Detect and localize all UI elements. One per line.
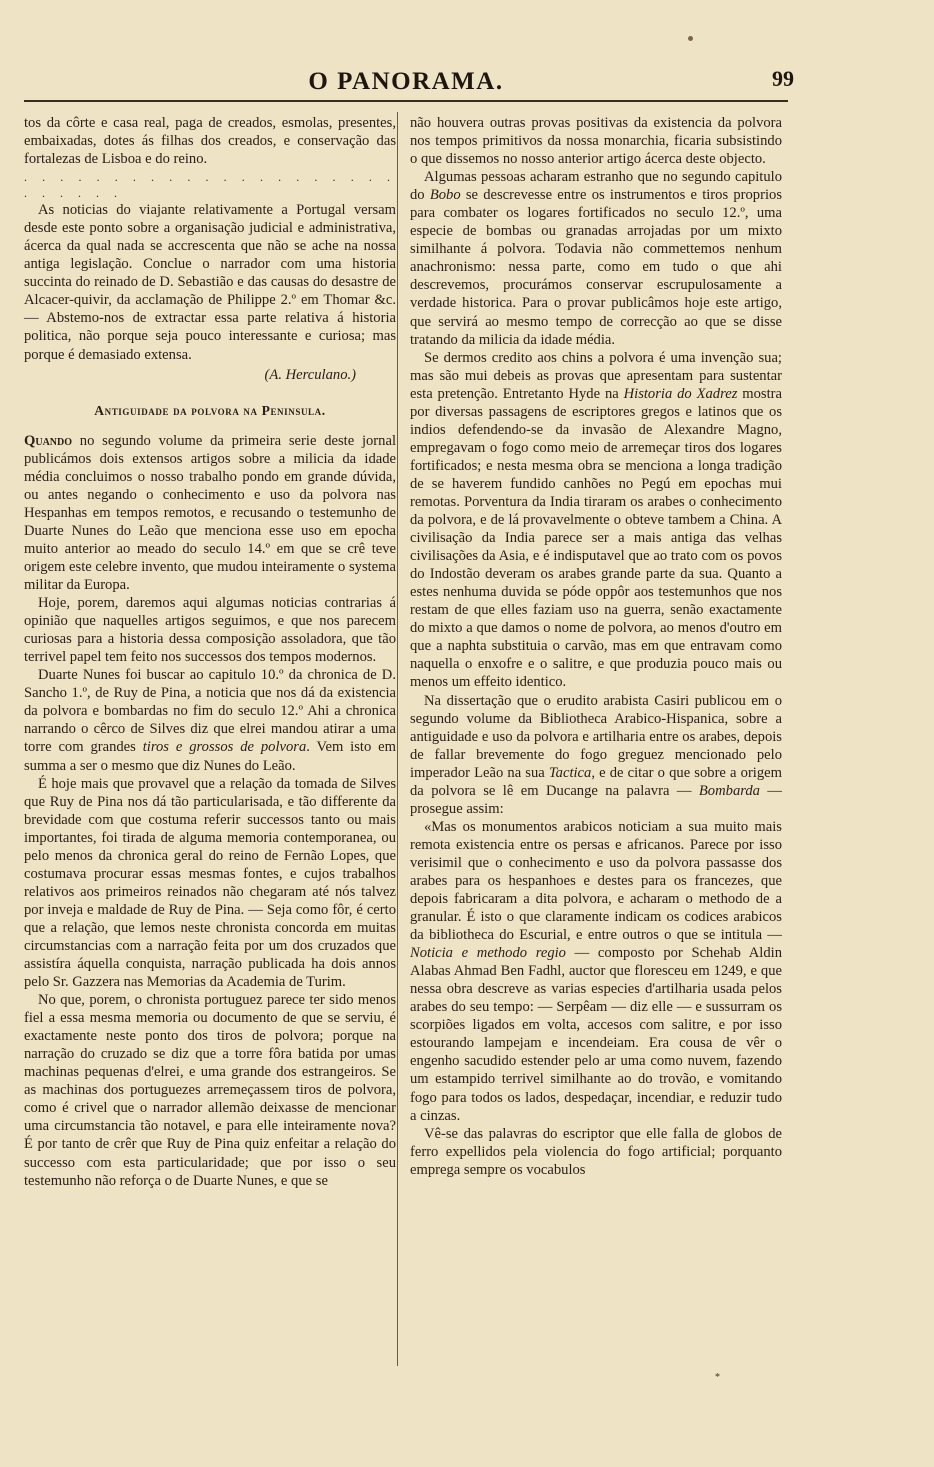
paragraph [410,692,782,818]
article-title: Antiguidade da polvora na Peninsula. [94,402,326,418]
paragraph-text: se descrevesse entre os instrumentos e tiros proprios para combater os logares fortificados no seculo 12.º, uma especie de bombas ou granadas arrojadas por um mixto similhante á polvora. Todavia não commettemos nenhum anachronismo: nessa parte, como em tudo o que ahi descrevemos, procurámos conservar escrupulosamente a verdade historica. Para o provar publicâmos hoje este artigo, que servirá ao mesmo tempo de correcção ao que se disse tratando da milicia da idade média. [410,187,782,348]
newspaper-title: O PANORAMA. [308,68,504,95]
left-column [24,114,396,1190]
italic-title: Tactica [548,764,592,781]
paragraph [410,168,782,348]
ink-dot [688,36,693,41]
ellipsis-dots: . . . . . . . . . . . . . . . . . . . . . . . . . . . [24,170,396,201]
italic-title: Noticia e methodo regio [410,945,566,962]
paragraph-text: . Vem isto em summa a ser o mesmo que diz Nunes do Leão. [24,739,396,774]
paragraph-text: — composto por Schehab Aldin Alabas Ahmad Ben Fadhl, auctor que floresceu em 1249, e que nessa obra descreve as varias especies d'artilharia usada pelos arabes do seu tempo: — Serpêam — diz elle — e sussurram os scorpiões ligados em volta, accesos com salitre, e por isso estourando lampejam e incendeiam. Era cousa de vêr o engenho sacudido estender pelo ar uma como nuvem, fazendo um estampido terrivel similhante ao do trovão, e vomitando fogo para todos os lados, despedaçar, incendiar, e reduzir tudo a cinzas. [410,945,782,1124]
paragraph: não houvera outras provas positivas da existencia da polvora nos tempos primitivos da nossa monarchia, ficaria subsistindo o que dissemos no nosso anterior artigo ácerca deste objecto. [410,115,782,168]
paragraph-text: Algumas pessoas acharam estranho que no segundo capitulo do [410,169,782,204]
paragraph: tos da côrte e casa real, paga de creados, esmolas, presentes, embaixadas, dotes ás filhas dos creados, e conservação das fortalezas de Lisboa e do reino. [24,115,396,168]
italic-title: Bobo [429,187,461,204]
footer-mark: * [715,1372,720,1383]
right-column [410,114,782,1179]
paragraph [24,432,396,594]
italic-word: Bombarda [698,782,760,799]
paragraph: Hoje, porem, daremos aqui algumas noticias contrarias á opinião que naquelles artigos seguimos, e que nos parecem curiosas para a historia dessa composição assoladora, que tão terrivel papel tem feito nos successos dos tempos modernos. [24,595,396,666]
column-divider [397,112,398,1366]
paragraph [410,349,782,692]
paragraph-text: Duarte Nunes foi buscar ao capitulo 10.º da chronica de D. Sancho 1.º, de Ruy de Pina, a noticia que nos dá da existencia da polvora e bombardas no fim do seculo 12.º Ahi a chronica narrando o cêrco de Silves diz que elrei mandou atirar a uma torre com grandes [24,667,396,756]
paragraph-text: no segundo volume da primeira serie deste jornal publicámos dois extensos artigos sobre a milicia da idade média concluimos o nosso trabalho pondo em grande dúvida, ou antes negando o conhecimento e uso da polvora nas Hespanhas em tempos remotos, e recusando o testemunho de Duarte Nunes do Leão que menciona esse uso em epocha muito anterior ao meado do seculo 14.º em que se crê teve origem este celebre invento, que mudou inteiramente o systema militar da Europa. [24,432,396,594]
paragraph-text: — prosegue assim: [410,782,782,817]
paragraph [410,818,782,1125]
page-number: 99 [772,66,794,91]
header-rule [24,100,788,102]
paragraph: Vê-se das palavras do escriptor que elle falla de globos de ferro expellidos pela violencia do fogo artificial; porquanto emprega sempre os vocabulos [410,1125,782,1178]
italic-quote: tiros e grossos de polvora [142,739,307,756]
paragraph: As noticias do viajante relativamente a Portugal versam desde este ponto sobre a organisação judicial e administrativa, ácerca da qual nada se accrescenta que não se ache na nossa antiga legislação. Conclue o narrador com uma historia succinta do reinado de D. Sebastião e das causas do desastre de Alcacer-quivir, da acclamação de Philippe 2.º em Thomar &c. — Abstemo-nos de extractar essa parte relativa á historia politica, não porque seja pouco interessante e curiosa; mas porque é demasiado extensa. [24,202,396,363]
paragraph-text: mostra por diversas passagens de escriptores gregos e latinos que os indios defendendo-se da invasão de Alexandre Magno, empregavam o fogo como meio de arremeçar tiros dos logares fortificados; e nesta mesma obra se menciona a longa tradição de se haverem fundido canhões no Pegú em epochas mui remotas. Porventura da India tiraram os arabes o conhecimento da polvora, e de lá provavelmente o obteve tambem a China. A civilisação da India parece ser a mais antiga das velhas civilisações da Asia, e é indisputavel que ao trato com os povos do Indostão deveram os arabes grande parte da sua. Quanto a estes nenhuma duvida se póde oppôr aos testemunhos que nos restam de que elles faziam uso na guerra, senão exactamente do mixto a que damos o nome de polvora, ao menos d'outro em que a naphta substituia o carvão, mas em que entravam como naquella o enxofre e o salitre, e que produzia pouco mais ou menos um effeito identico. [410,385,782,691]
author-signature: (A. Herculano.) [264,366,356,383]
paragraph: É hoje mais que provavel que a relação da tomada de Silves que Ruy de Pina nos dá tão particularisada, e tão differente da brevidade com que costuma referir successos tanto ou mais importantes, foi tirada de alguma memoria contemporanea, ou pelo menos da chronica geral do reino de Fernão Lopes, que costumava procurar essas mesmas fontes, e cujos trabalhos relativos aos primeiros reinados não chegaram até nós talvez por inveja e maldade de Ruy de Pina. — Seja como fôr, é certo que a relação, que lemos neste chronista concorda em muitas circumstancias com a narração feita por um dos cruzados que assistíra áquella conquista, narração publicada ha dois annos pelo Sr. Gazzera nas Memorias da Academia de Turim. [24,775,396,991]
paragraph: No que, porem, o chronista portuguez parece ter sido menos fiel a essa mesma memoria ou documento de que se serviu, é exactamente neste ponto dos tiros de polvora; porque na narração do cruzado se diz que a torre fôra batida por umas machinas pequenas d'elrei, e uma grande dos estrangeiros. Se as machinas dos portuguezes arremeçassem tiros de polvora, como é crivel que o narrador allemão deixasse de mencionar uma circumstancia tão notavel, e para elle inteiramente nova? É por tanto de crêr que Ruy de Pina quiz enfeitar a relação do successo com esta particularidade; que por isso o seu testemunho não reforça o de Duarte Nunes, e que se [24,992,396,1189]
paragraph-text: , e de citar o que sobre a origem da polvora se lê em Ducange na palavra — [410,764,782,799]
paragraph-text: «Mas os monumentos arabicos noticiam a sua muito mais remota existencia entre os persas e africanos. Parece por isso verisimil que o conhecimento e uso da polvora passasse dos arabes para os hespanhoes e destes para os francezes, que depois fabricaram a dita polvora, e acharam o methodo de a granular. É isto o que claramente indicam os codices arabicos da bibliotheca do Escurial, e entre outros o que se intitula — [410,818,782,944]
paragraph [24,666,396,774]
lead-word: Quando [24,432,73,449]
paragraph-text: Na dissertação que o erudito arabista Casiri publicou em o segundo volume da Bibliotheca Arabico-Hispanica, sobre a antiguidade e uso da polvora e artilharia entre os arabes, depois de fallar brevemente do fogo greguez mencionado pelo imperador Leão na sua [410,692,782,781]
italic-title: Historia do Xadrez [623,385,738,402]
masthead [24,64,794,104]
paragraph-text: Se dermos credito aos chins a polvora é uma invenção sua; mas são mui debeis as provas que apresentam para sustentar esta pretenção. Entretanto Hyde na [410,349,782,402]
